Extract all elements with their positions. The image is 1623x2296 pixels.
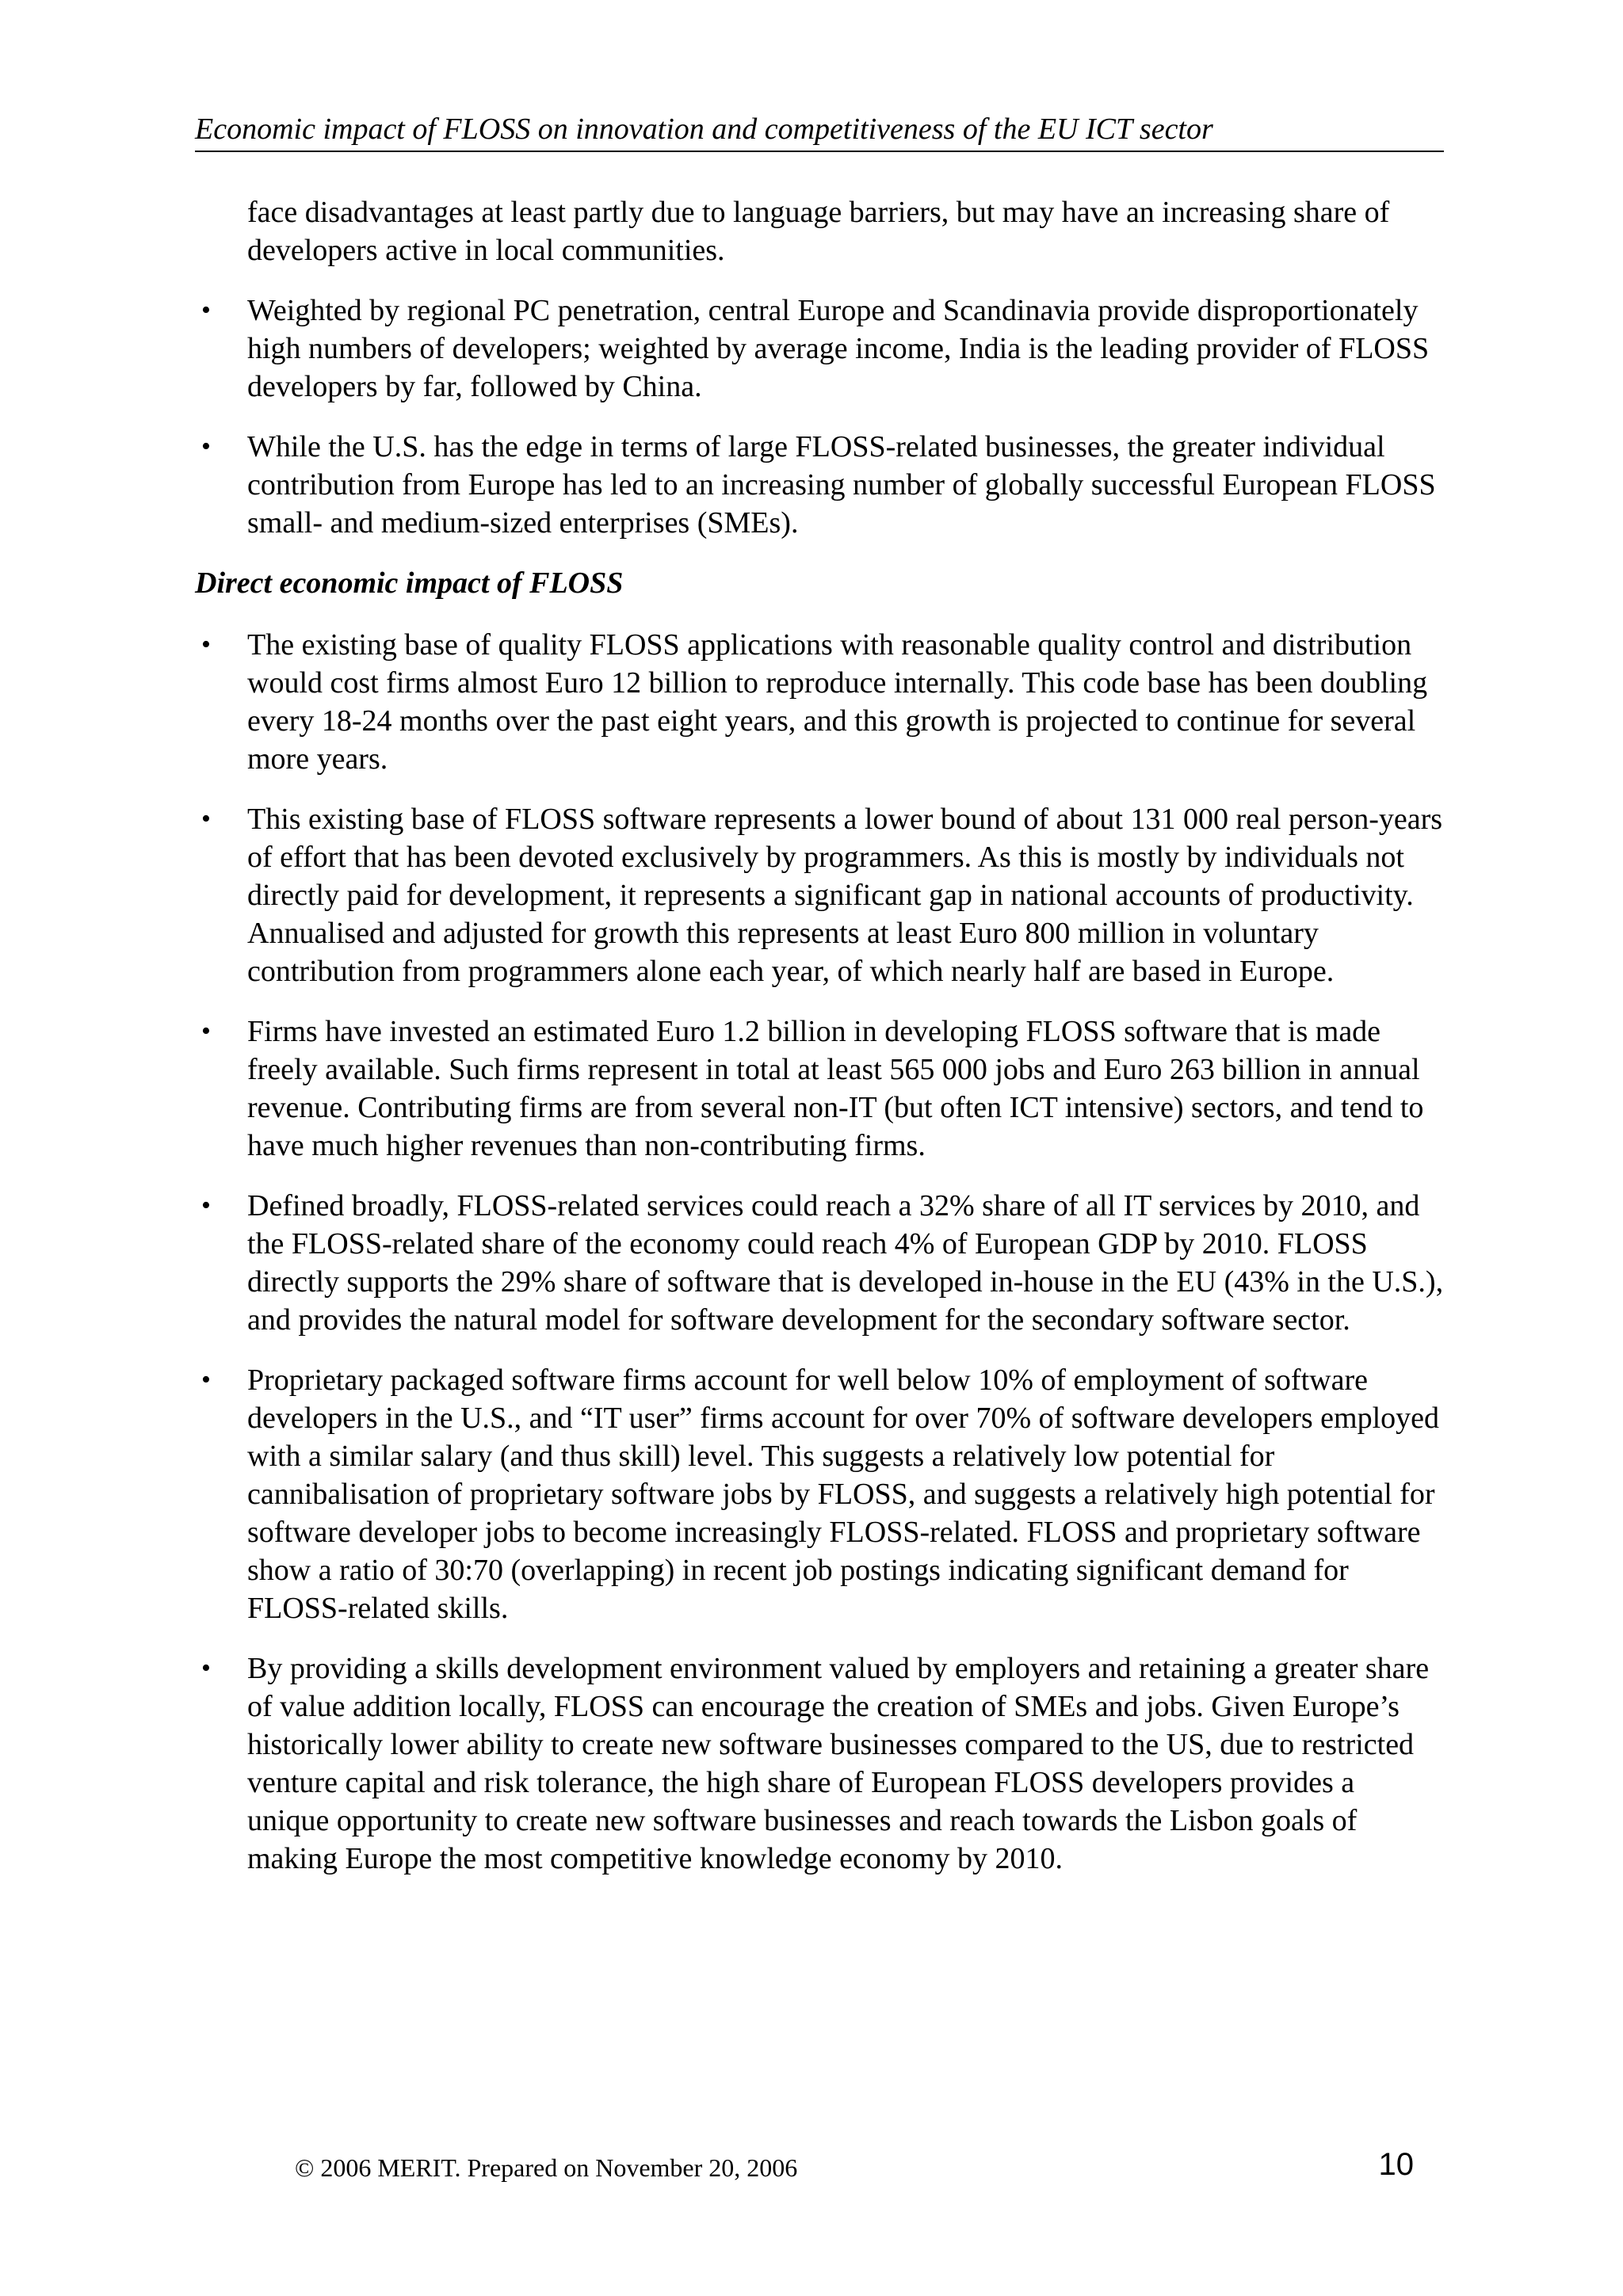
page-number: 10 bbox=[1378, 2147, 1414, 2182]
bullet-icon: • bbox=[201, 1191, 211, 1220]
running-header: Economic impact of FLOSS on innovation and competitiveness of the EU ICT sector bbox=[195, 108, 1444, 152]
bullet-item bbox=[195, 1013, 1444, 1165]
bullet-text: Weighted by regional PC penetration, central Europe and Scandinavia provide disproportionately high numbers of developers; weighted by average income, India is the leading provider of FLOSS developers by far, followed by China. bbox=[247, 294, 1430, 403]
bullet-item bbox=[195, 1187, 1444, 1339]
bullet-text: This existing base of FLOSS software represents a lower bound of about 131 000 real person-years of effort that has been devoted exclusively by programmers. As this is mostly by individuals not directly paid for development, it represents a significant gap in national accounts of productivity. Annualised and adjusted for growth this represents at least Euro 800 million in voluntary contribution from programmers alone each year, of which nearly half are based in Europe. bbox=[247, 803, 1443, 988]
bullet-text: While the U.S. has the edge in terms of large FLOSS-related businesses, the greater individual contribution from Europe has led to an increasing number of globally successful European FLOSS small- and medium-sized enterprises (SMEs). bbox=[247, 430, 1436, 540]
bullet-icon: • bbox=[201, 1653, 211, 1683]
bullet-item bbox=[195, 1650, 1444, 1878]
bullet-item bbox=[195, 800, 1444, 990]
bullet-text: Firms have invested an estimated Euro 1.2 billion in developing FLOSS software that is made freely available. Such firms represent in total at least 565 000 jobs and Euro 263 billion in annual revenue. Contributing firms are from several non-IT (but often ICT intensive) sectors, and tend to have much higher revenues than non-contributing firms. bbox=[247, 1015, 1424, 1162]
page-body bbox=[195, 193, 1444, 1900]
bullet-text: Proprietary packaged software firms account for well below 10% of employment of software developers in the U.S., and “IT user” firms account for over 70% of software developers employed with a similar salary (and thus skill) level. This suggests a relatively low potential for cannibalisation of proprietary software jobs by FLOSS, and suggests a relatively high potential for software developer jobs to become increasingly FLOSS-related. FLOSS and proprietary software show a ratio of 30:70 (overlapping) in recent job postings indicating significant demand for FLOSS-related skills. bbox=[247, 1363, 1440, 1625]
continuation-paragraph: face disadvantages at least partly due to language barriers, but may have an increasing share of developers active in local communities. bbox=[247, 196, 1390, 267]
bullet-icon: • bbox=[201, 630, 211, 659]
bullet-icon: • bbox=[201, 804, 211, 833]
bullet-icon: • bbox=[201, 296, 211, 325]
bullet-item bbox=[195, 292, 1444, 406]
bullet-text: By providing a skills development environment valued by employers and retaining a greater share of value addition locally, FLOSS can encourage the creation of SMEs and jobs. Given Europe’s historically lower ability to create new software businesses compared to the US, due to restricted venture capital and risk tolerance, the high share of European FLOSS developers provides a unique opportunity to create new software businesses and reach towards the Lisbon goals of making Europe the most competitive knowledge economy by 2010. bbox=[247, 1652, 1430, 1875]
bullet-item bbox=[195, 626, 1444, 778]
bullet-item bbox=[195, 1361, 1444, 1627]
bullet-icon: • bbox=[201, 1365, 211, 1394]
bullet-icon: • bbox=[201, 432, 211, 461]
bullet-icon: • bbox=[201, 1016, 211, 1046]
bullet-text: The existing base of quality FLOSS applications with reasonable quality control and distribution would cost firms almost Euro 12 billion to reproduce internally. This code base has been doubling every 18-24 months over the past eight years, and this growth is projected to continue for several more years. bbox=[247, 628, 1428, 776]
bullet-item bbox=[195, 428, 1444, 542]
footer-copyright: © 2006 MERIT. Prepared on November 20, 2006 bbox=[295, 2153, 798, 2182]
section-heading: Direct economic impact of FLOSS bbox=[195, 566, 624, 600]
bullet-text: Defined broadly, FLOSS-related services could reach a 32% share of all IT services by 2010, and the FLOSS-related share of the economy could reach 4% of European GDP by 2010. FLOSS directly supports the 29% share of software that is developed in-house in the EU (43% in the U.S.), and provides the natural model for software development for the secondary software sector. bbox=[247, 1189, 1444, 1337]
